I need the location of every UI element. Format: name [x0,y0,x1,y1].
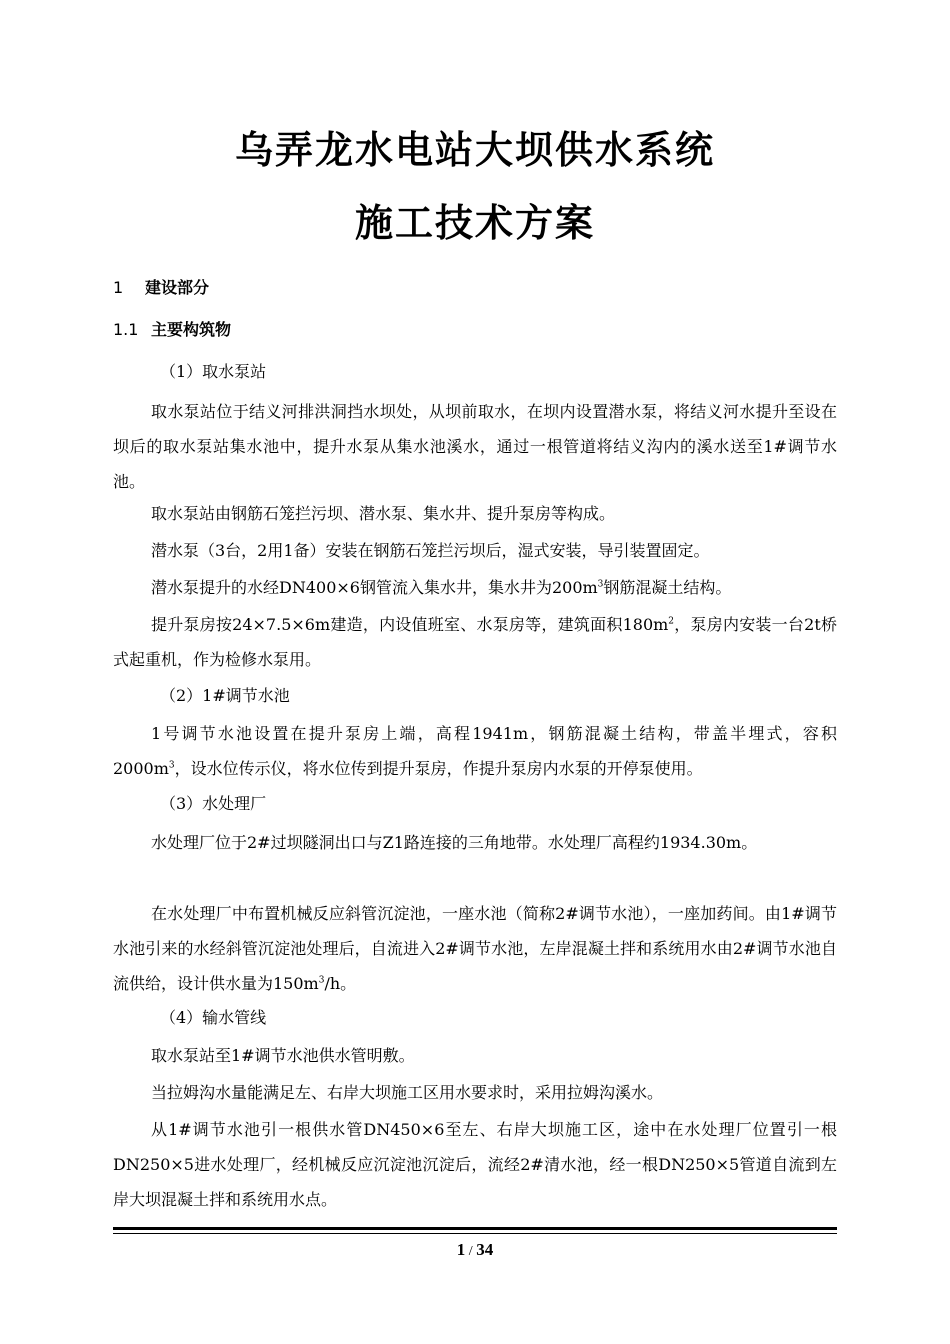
paragraph [113,570,837,605]
paragraph-text: 提升泵房按24×7.5×6m建造，内设值班室、水泵房等，建筑面积180m [151,615,669,634]
subsection-pipeline: （4）输水管线 [160,1008,267,1027]
paragraph [113,896,837,1001]
superscript: 3 [318,975,325,986]
paragraph: 从1#调节水池引一根供水管DN450×6至左、右岸大坝施工区，途中在水处理厂位置引一根DN250×5进水处理厂，经机械反应沉淀池沉淀后，流经2#清水池，经一根DN250×5管道自流到左岸大坝混凝土拌和系统用水点。 [113,1120,837,1209]
paragraph: 取水泵站由钢筋石笼拦污坝、潜水泵、集水井、提升泵房等构成。 [151,504,616,523]
paragraph-text: ，设水位传示仪，将水位传到提升泵房，作提升泵房内水泵的开停泵使用。 [174,759,703,778]
section-number: 1.1 [113,320,139,339]
section-heading-1-1 [113,318,231,342]
paragraph-text: 1号调节水池设置在提升泵房上端，高程1941m，钢筋混凝土结构，带盖半埋式，容积2000m [113,724,837,778]
paragraph-text: 钢筋混凝土结构。 [603,578,732,597]
footer-divider-thin [113,1233,837,1234]
paragraph-text: /h。 [324,974,357,993]
superscript: 2 [668,616,675,627]
superscript: 3 [168,760,175,771]
paragraph-text: 潜水泵提升的水经DN400×6钢管流入集水井，集水井为200m [151,578,598,597]
subsection-regulating-pool: （2）1#调节水池 [160,686,290,705]
paragraph: 取水泵站至1#调节水池供水管明敷。 [151,1046,415,1065]
footer-divider-thick [113,1227,837,1230]
paragraph: 取水泵站位于结义河排洪洞挡水坝处，从坝前取水，在坝内设置潜水泵，将结义河水提升至设在坝后的取水泵站集水池中，提升水泵从集水池溪水，通过一根管道将结义沟内的溪水送至1#调节水池。 [113,402,837,491]
page-total: 34 [476,1240,494,1259]
page-separator: / [465,1244,477,1259]
page-current: 1 [456,1240,466,1259]
paragraph [113,607,837,677]
paragraph: 水处理厂位于2#过坝隧洞出口与Z1路连接的三角地带。水处理厂高程约1934.30m。 [151,833,758,852]
document-title-line1: 乌弄龙水电站大坝供水系统 [234,128,715,172]
paragraph [113,716,837,786]
superscript: 3 [597,579,604,590]
paragraph-text: ，泵房内安装一台2t桥式起重机，作为检修水泵用。 [113,615,837,669]
section-heading-1 [113,276,209,300]
paragraph: 潜水泵（3台，2用1备）安装在钢筋石笼拦污坝后，湿式安装，导引装置固定。 [151,541,710,560]
section-number: 1 [113,278,124,297]
paragraph-text: 在水处理厂中布置机械反应斜管沉淀池，一座水池（简称2#调节水池），一座加药间。由1#调节水池引来的水经斜管沉淀池处理后，自流进入2#调节水池，左岸混凝土拌和系统用水由2#调节水池自流供给，设计供水量为150m [113,904,837,993]
section-label: 主要构筑物 [151,320,232,339]
paragraph: 当拉姆沟水量能满足左、右岸大坝施工区用水要求时，采用拉姆沟溪水。 [151,1083,664,1102]
document-title-line2: 施工技术方案 [354,201,595,245]
subsection-pump-station: （1）取水泵站 [160,362,267,381]
subsection-water-treatment-plant: （3）水处理厂 [160,794,267,813]
page-number [0,1239,950,1263]
section-label: 建设部分 [145,278,210,297]
